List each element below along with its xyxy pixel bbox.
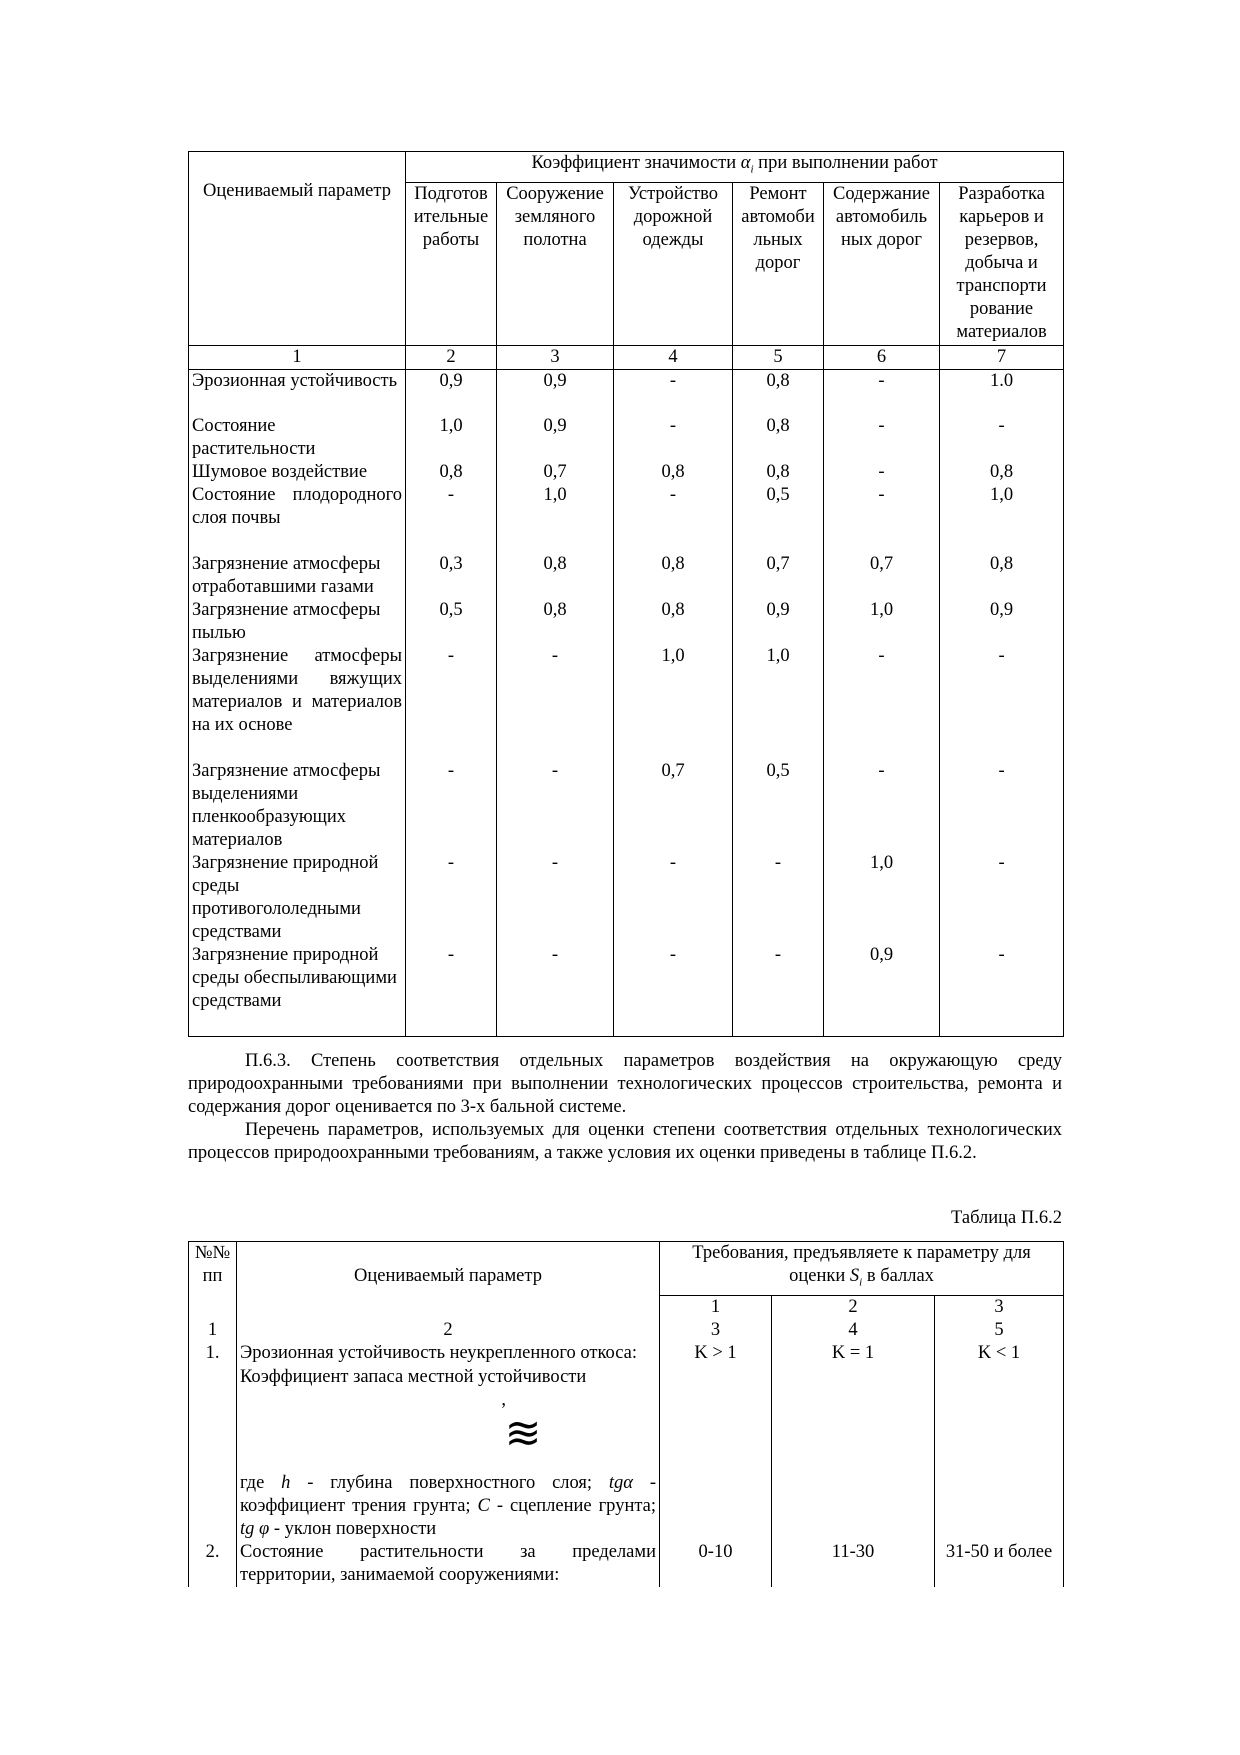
row-number: 2. [189,1541,237,1587]
formula-image: ≋ [504,1408,542,1458]
param-subtitle: Коэффициент запаса местной устойчивости [240,1366,587,1387]
row-param: Шумовое воздействие [189,461,406,484]
row-value: 0,9 [406,369,497,415]
row-value: 0,8 [733,369,824,415]
coefficient-super-header: Коэффициент значимости $\alpha_i$ при выполнении работ [406,152,1064,183]
row-value: 0,8 [614,461,733,484]
col-header: Подготов ительные работы [406,182,497,345]
requirements-super-header: Требования, предъявляете к параметру для оценки $S_i$ в баллах [660,1242,1064,1296]
row-value: 0,7 [733,553,824,599]
table-row [189,852,1064,944]
row-value: - [940,944,1064,1036]
col-number: 1 [189,1319,237,1342]
row-value: 0,9 [940,599,1064,645]
row-value: 0,8 [940,553,1064,599]
row-value: 0,8 [497,599,614,645]
row-value: 0,5 [406,599,497,645]
col-number: 5 [935,1319,1064,1342]
row-value: - [497,852,614,944]
requirements-table [188,1241,1064,1587]
col-number: 2 [237,1319,660,1342]
row-param: Загрязнение атмосферы пылью [189,599,406,645]
row-value: - [497,944,614,1036]
col-header: Устройство дорожной одежды [614,182,733,345]
table-row [189,553,1064,599]
row-param: Загрязнение природной среды обеспыливающими средствами [189,944,406,1036]
table-row [189,369,1064,415]
col-number: 4 [772,1319,935,1342]
row-param: Эрозионная устойчивость [189,369,406,415]
row-number: 1. [189,1342,237,1541]
row-value: 1,0 [614,645,733,760]
row-value: - [940,415,1064,461]
row-value: - [824,760,940,852]
col-number: 4 [614,345,733,369]
score-label: 3 [935,1295,1064,1319]
row-value: 0,7 [824,553,940,599]
row-value: 0,3 [406,553,497,599]
row-value: - [824,415,940,461]
row-value: 0-10 [660,1541,772,1587]
row-value: 0,5 [733,760,824,852]
row-value: - [497,760,614,852]
row-value: 0,9 [733,599,824,645]
formula-comma: , [501,1389,506,1410]
table-row [189,645,1064,760]
table-row [189,599,1064,645]
row-value: - [614,944,733,1036]
row-param: Состояние растительности за пределами территории, занимаемой сооружениями: [237,1541,660,1587]
row-value: - [940,852,1064,944]
col-header: Разработка карьеров и резервов, добыча и транспорти рование материалов [940,182,1064,345]
table-row [189,760,1064,852]
row-value: - [406,645,497,760]
row-param: Загрязнение атмосферы выделениями пленкообразующих материалов [189,760,406,852]
col-number: 3 [497,345,614,369]
row-value: 0,7 [497,461,614,484]
row-value: 11-30 [772,1541,935,1587]
table-row [189,1342,1064,1541]
col-number: 7 [940,345,1064,369]
row-param: Загрязнение природной среды противогололедными средствами [189,852,406,944]
row-value: 0,8 [940,461,1064,484]
table-row [189,944,1064,1036]
col-number: 5 [733,345,824,369]
col-number: 1 [189,345,406,369]
row-value: - [406,944,497,1036]
param-title: Эрозионная устойчивость неукрепленного откоса: [240,1342,638,1363]
row-value: 1,0 [497,484,614,553]
row-value: 0,9 [824,944,940,1036]
table-row [189,1541,1064,1587]
row-value: 1.0 [940,369,1064,415]
row-value: - [940,645,1064,760]
row-value: - [497,645,614,760]
row-value: - [406,484,497,553]
col-header: Ремонт автомоби льных дорог [733,182,824,345]
table-row [189,415,1064,461]
row-value: - [824,645,940,760]
num-header: №№ пп [189,1242,237,1319]
row-value: 0,9 [497,415,614,461]
paragraph-list-intro: Перечень параметров, используемых для оценки степени соответствия отдельных технологических процессов природоохранными требованиям, а также условия их оценки приведены в таблице П.6.2. [188,1120,1062,1163]
coefficient-table [188,151,1064,1037]
param-header: Оцениваемый параметр [189,152,406,346]
param-header: Оцениваемый параметр [237,1242,660,1319]
row-value: 1,0 [733,645,824,760]
score-label: 1 [660,1295,772,1319]
row-value: 1,0 [824,852,940,944]
row-value: - [824,369,940,415]
row-value: - [733,944,824,1036]
row-value: 1,0 [940,484,1064,553]
score-label: 2 [772,1295,935,1319]
row-value: - [614,369,733,415]
row-value: - [614,484,733,553]
table-row [189,484,1064,553]
row-value: 0,7 [614,760,733,852]
row-value: 0,8 [614,599,733,645]
row-value: - [940,760,1064,852]
table-caption: Таблица П.6.2 [951,1208,1062,1228]
row-value: 0,9 [497,369,614,415]
row-value: 31-50 и более [935,1541,1064,1587]
row-value: 1,0 [824,599,940,645]
row-param: Загрязнение атмосферы выделениями вяжущих материалов и материалов на их основе [189,645,406,760]
col-header: Сооружение земляного полотна [497,182,614,345]
row-param: Состояние растительности [189,415,406,461]
row-value: - [733,852,824,944]
row-value: 0,8 [497,553,614,599]
row-value: 0,5 [733,484,824,553]
col-number: 6 [824,345,940,369]
row-value: - [614,415,733,461]
col-header: Содержание автомобиль ных дорог [824,182,940,345]
column-numbers-row [189,345,1064,369]
row-value: - [406,852,497,944]
row-value: 0,8 [733,461,824,484]
table-row [189,461,1064,484]
paragraph-p63: П.6.3. Степень соответствия отдельных параметров воздействия на окружающую среду природоохранными требованиями при выполнении технологических процессов строительства, ремонта и содержания дорог оценивается по 3-х бальной системе. [188,1051,1062,1117]
row-value: - [824,484,940,553]
row-value: K = 1 [772,1342,935,1541]
row-value: 0,8 [406,461,497,484]
row-value: 1,0 [406,415,497,461]
row-value: - [824,461,940,484]
row-value: 0,8 [614,553,733,599]
row-value: K > 1 [660,1342,772,1541]
row-value: - [614,852,733,944]
column-numbers-row [189,1319,1064,1342]
row-value: K < 1 [935,1342,1064,1541]
row-value: 0,8 [733,415,824,461]
row-param: Состояние плодородного слоя почвы [189,484,406,553]
row-value: - [406,760,497,852]
col-number: 3 [660,1319,772,1342]
row-param: Загрязнение атмосферы отработавшими газами [189,553,406,599]
col-number: 2 [406,345,497,369]
formula-explanation: где h - глубина поверхностного слоя; tgα - коэффициент трения грунта; C - сцепление грунта; tg φ - уклон поверхности [240,1472,657,1539]
row-param [237,1342,660,1541]
